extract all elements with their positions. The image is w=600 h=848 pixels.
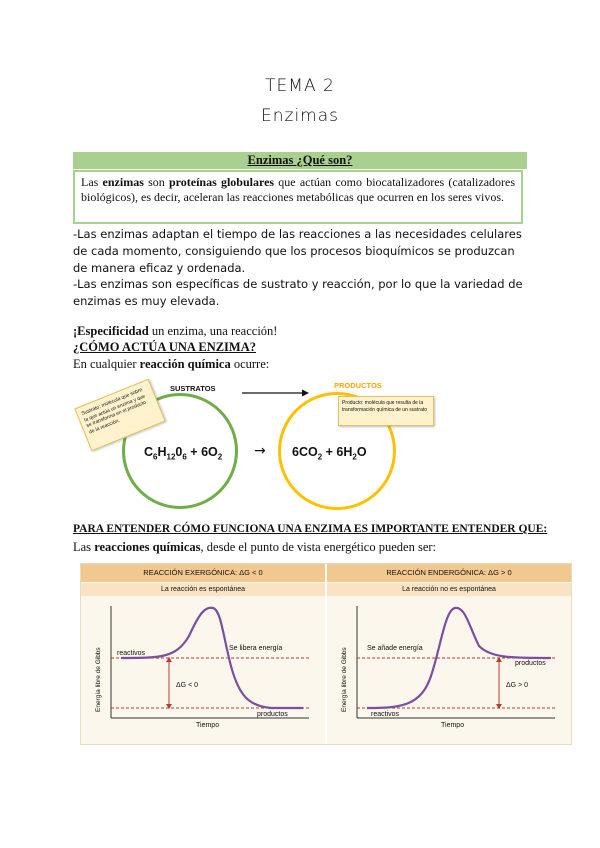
bullet-especificas: -Las enzimas son específicas de sustrato y reacción, por lo que la variedad de enzimas es muy elevada. — [73, 277, 523, 308]
especificidad-bold: ¡Especificidad — [73, 324, 149, 338]
reacciones-line — [73, 540, 436, 555]
chart-right-subtitle: La reacción no es espontánea — [327, 583, 571, 596]
top-arrow — [240, 388, 310, 398]
intro-a: En cualquier — [73, 357, 140, 371]
chart-left-ylabel: Energía libre de Gibbs — [95, 647, 102, 712]
definition-box — [73, 170, 523, 224]
chart-left-xlabel: Tiempo — [196, 722, 220, 729]
chart-left-plot — [111, 606, 309, 718]
bullet-adaptan: -Las enzimas adaptan el tiempo de las reacciones a las necesidades celulares de cada momento, consiguiendo que los procesos bioquímicos se produzcan de manera eficaz y ordenada. — [73, 227, 522, 275]
chart-right-start-label: reactivos — [371, 711, 400, 718]
chart-left-title: REACCIÓN EXERGÓNICA: ΔG < 0 — [81, 564, 325, 582]
energy-plots-svg — [81, 596, 571, 744]
sustratos-label: SUSTRATOS — [170, 384, 216, 393]
chart-left-end-label: productos — [257, 711, 288, 718]
chart-right-xlabel: Tiempo — [441, 722, 465, 729]
def-bold-enzimas: enzimas — [102, 175, 144, 189]
reacciones-c: , desde el punto de vista energético pueden ser: — [200, 540, 437, 554]
chart-left-subtitle: La reacción es espontánea — [81, 583, 325, 596]
reacciones-bold: reacciones químicas — [94, 540, 201, 554]
note-sustrato: Sustrato: molécula que sobre la que actúa un enzima y que se transforma en el producto de la reacción. — [74, 379, 165, 452]
note-producto: Producto: molécula que resulta de la transformación química de un sustrato — [338, 396, 434, 426]
def-bold-proteinas: proteínas globulares — [168, 175, 275, 189]
formula-productos: $6CO_2 + 6H_2O$ — [292, 445, 367, 462]
chart-right-ylabel: Energía libre de Gibbs — [341, 647, 348, 712]
chart-right-title: REACCIÓN ENDERGÓNICA: ΔG > 0 — [327, 564, 571, 582]
heading-como-actua: ¿CÓMO ACTÚA UNA ENZIMA? — [73, 340, 256, 354]
intro-c: ocurre: — [230, 357, 270, 371]
page-subtitle: Enzimas — [261, 106, 339, 126]
especificidad-rest: un enzima, una reacción! — [148, 324, 278, 338]
intro-reaccion — [73, 357, 269, 372]
tema-title: TEMA 2 — [265, 76, 335, 96]
def-text-3: que actúan como biocatalizadores (catalizadores biológicos), es decir, aceleran las reacciones metabólicas que ocurren en los seres vivos. — [81, 175, 516, 204]
chart-right-energy-label: Se añade energía — [367, 645, 423, 652]
formula-sustratos: $C_6H_{12}0_6 + 6O_2$ — [144, 445, 223, 462]
heading-entender: PARA ENTENDER CÓMO FUNCIONA UNA ENZIMA ES IMPORTANTE ENTENDER QUE: — [73, 523, 548, 535]
reacciones-a: Las — [73, 540, 95, 554]
productos-label: PRODUCTOS — [334, 381, 382, 390]
chart-right-end-label: productos — [515, 660, 546, 667]
chart-left-dg-label: ΔG < 0 — [176, 682, 198, 689]
chart-right-dg-label: ΔG > 0 — [506, 682, 528, 689]
especificidad-line — [73, 324, 277, 339]
def-text-2: son — [143, 175, 169, 189]
energy-charts — [80, 563, 572, 745]
reaction-arrow: → — [254, 443, 266, 459]
chart-left-start-label: reactivos — [117, 650, 146, 657]
intro-bold: reacción química — [139, 357, 231, 371]
chart-left-energy-label: Se libera energía — [229, 645, 283, 652]
section-bar-enzimas: Enzimas ¿Qué son? — [73, 152, 527, 169]
def-text-1: Las — [81, 175, 103, 189]
